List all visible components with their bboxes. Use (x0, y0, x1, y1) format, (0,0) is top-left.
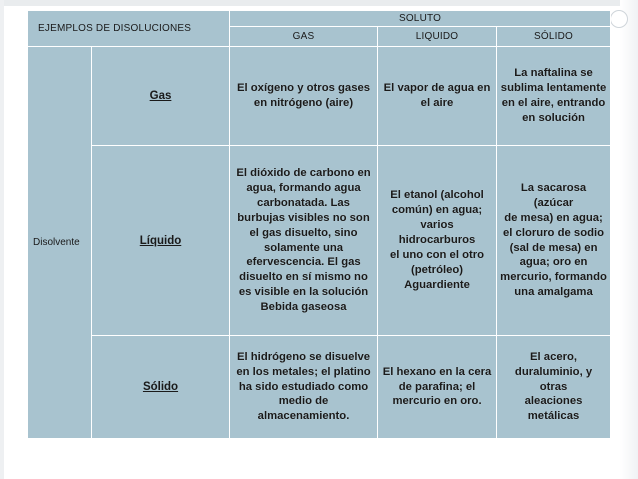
cell-line: de mesa) en agua; (504, 211, 603, 224)
cell-line: agua; oro en (519, 256, 588, 269)
cell-line: medio de (278, 395, 329, 408)
cell-line: en los metales; el platino (236, 365, 371, 378)
slide-frame-right (620, 0, 638, 479)
cell-line: El dióxido de carbono en (236, 166, 371, 179)
cell-line: mercurio, formando (500, 271, 607, 284)
cell-line: El hexano en la cera (382, 365, 492, 378)
cell-solido-gas (230, 336, 378, 439)
disolvente-label: Disolvente (28, 47, 92, 439)
cell-gas-solido (497, 47, 611, 146)
column-header-solido: SÓLIDO (497, 27, 611, 47)
cell-liquido-solido (497, 146, 611, 336)
cell-line: El acero, (529, 350, 578, 363)
table-row (28, 336, 611, 439)
cell-liquido-liquido (378, 146, 497, 336)
cell-line: efervescencia. El gas (246, 256, 361, 269)
cell-line: disuelto en sí mismo no (239, 271, 368, 284)
cell-line: el aire (420, 97, 454, 109)
cell-line: en nitrógeno (aire) (253, 97, 354, 109)
cell-line: Aguardiente (404, 278, 470, 291)
cell-line: (petróleo) (410, 263, 464, 276)
cell-line: agua, formando agua (246, 181, 361, 194)
cell-line: La sacarosa (azúcar (520, 181, 587, 209)
cell-line: ha sido estudiado como (238, 380, 369, 393)
cell-line: metálicas (527, 410, 580, 423)
cell-line: almacenamiento. (257, 410, 350, 423)
slide-corner-circle-icon (610, 10, 628, 28)
cell-line: mercurio en oro. (392, 395, 482, 408)
cell-solido-solido (497, 336, 611, 439)
cell-line: común) en agua; (391, 204, 483, 217)
cell-gas-liquido (378, 47, 497, 146)
cell-line: aleaciones (524, 395, 583, 408)
table-title: EJEMPLOS DE DISOLUCIONES (28, 11, 230, 47)
column-header-liquido: LIQUIDO (378, 27, 497, 47)
cell-line: una amalgama (514, 286, 593, 299)
cell-line: solamente una (263, 241, 344, 254)
cell-line: duraluminio, y otras (514, 365, 593, 393)
cell-line: el uno con el otro (389, 248, 485, 261)
row-label-liquido: Líquido (92, 146, 230, 336)
cell-line: (sal de mesa) en (509, 241, 598, 254)
slide-frame-top (0, 0, 638, 6)
cell-line: La naftalina se (514, 67, 593, 80)
cell-line: en solución (522, 111, 585, 124)
table-row (28, 146, 611, 336)
solutions-table (27, 10, 611, 439)
row-label-solido: Sólido (92, 336, 230, 439)
cell-line: Bebida gaseosa (260, 301, 347, 314)
soluto-header: SOLUTO (230, 11, 611, 27)
table-row (28, 47, 611, 146)
cell-line: sublima lentamente (500, 82, 607, 95)
cell-line: el gas disuelto, sino (249, 226, 358, 239)
cell-line: de parafina; el (398, 380, 476, 393)
cell-liquido-gas (230, 146, 378, 336)
cell-line: varios hidrocarburos (398, 219, 476, 247)
cell-line: carbonatada. Las (257, 196, 350, 209)
cell-solido-liquido (378, 336, 497, 439)
cell-line: en el aire, entrando (501, 97, 606, 109)
column-header-gas: GAS (230, 27, 378, 47)
cell-line: burbujas visibles no son (237, 211, 370, 224)
cell-line: es visible en la solución (238, 286, 369, 299)
slide-frame-left (0, 0, 4, 479)
cell-line: El etanol (alcohol (390, 189, 484, 202)
cell-gas-gas (230, 47, 378, 146)
row-label-gas: Gas (92, 47, 230, 146)
cell-line: El hidrógeno se disuelve (236, 350, 371, 363)
cell-line: el cloruro de sodio (502, 226, 605, 239)
cell-line: El oxígeno y otros gases (236, 82, 371, 95)
cell-line: El vapor de agua en (383, 82, 491, 95)
